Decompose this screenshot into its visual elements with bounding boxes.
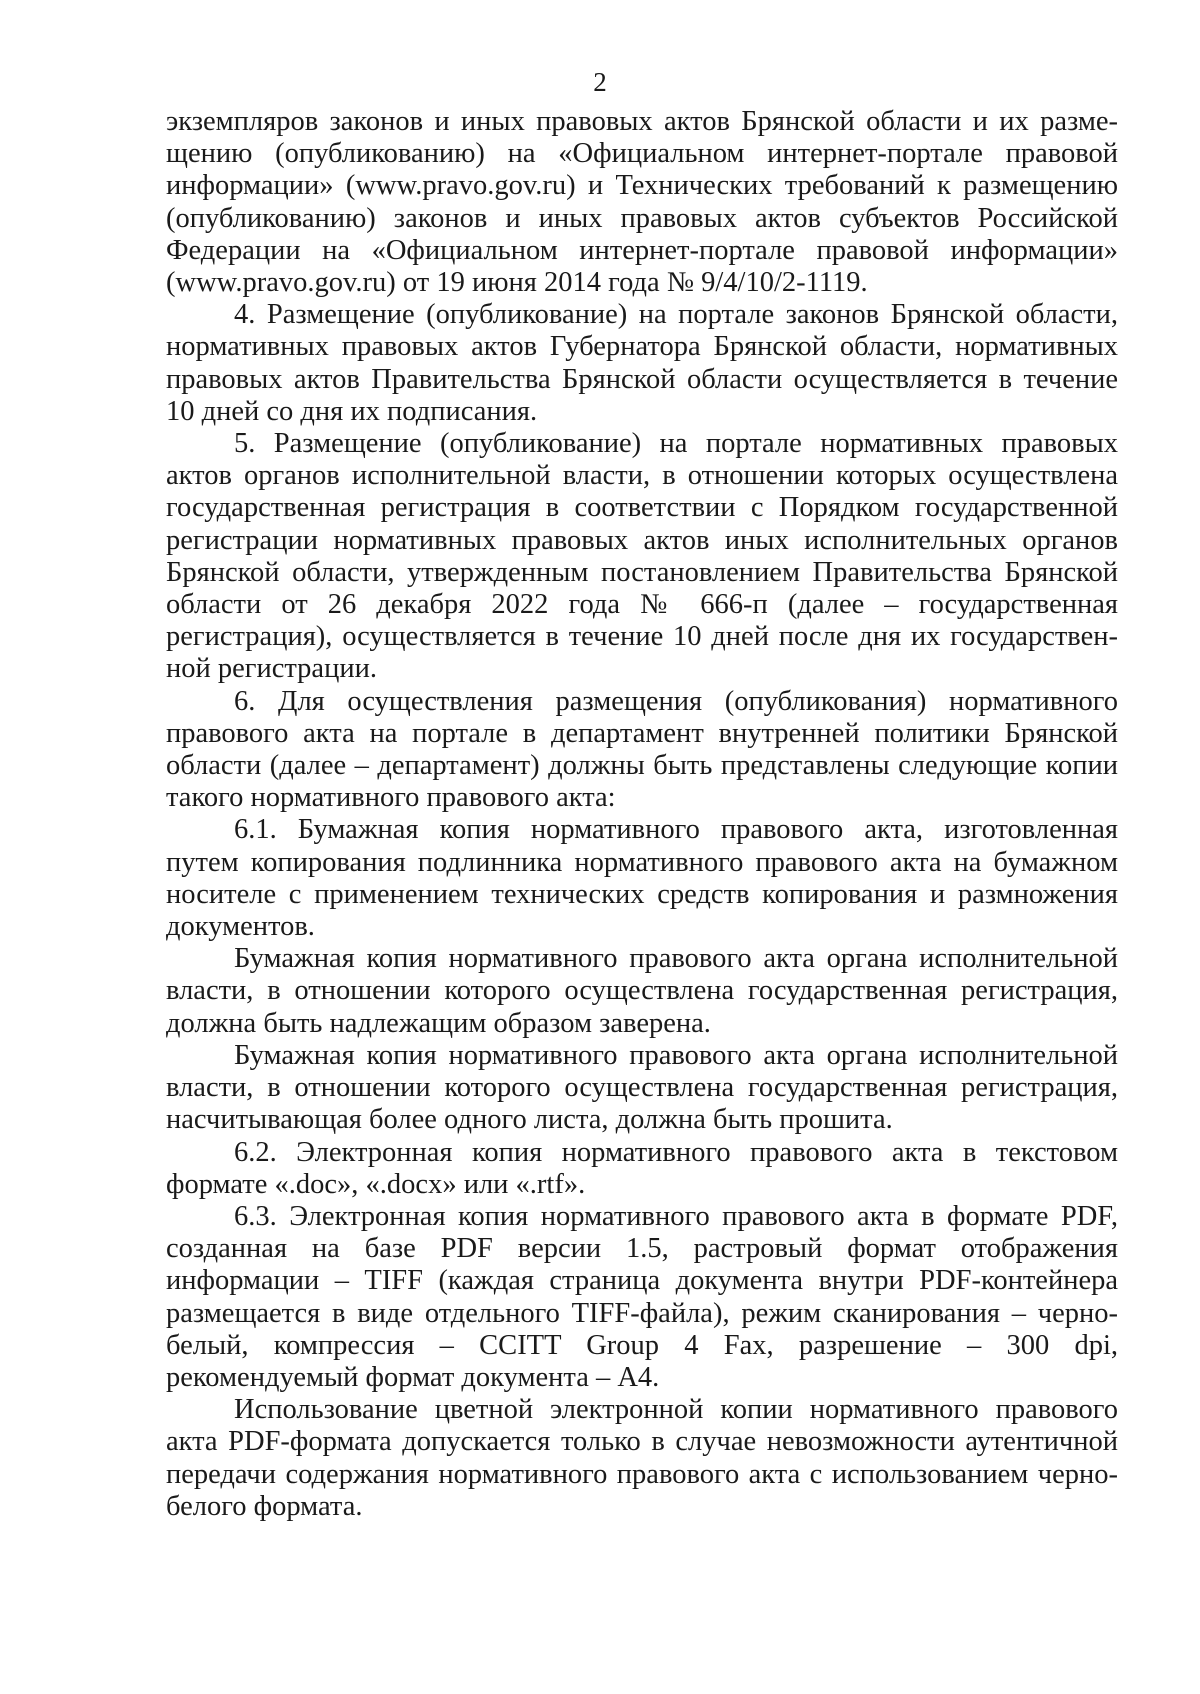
text-line: 5. Размещение (опубликование) на портале нормативных правовых — [234, 428, 1118, 460]
text-line: области от 26 декабря 2022 года № 666-п (далее – государственная — [166, 589, 1118, 621]
text-line: государственная регистрация в соответствии с Порядком государственной — [166, 492, 1118, 524]
text-line: белый, компрессия – CCITT Group 4 Fax, разрешение – 300 dpi, — [166, 1329, 1118, 1361]
text-line: правового акта на портале в департамент внутренней политики Брянской — [166, 717, 1118, 749]
paragraph — [166, 814, 1118, 943]
text-line: Бумажная копия нормативного правового акта органа исполнительной — [234, 1039, 1118, 1071]
text-line: Использование цветной электронной копии нормативного правового — [234, 1394, 1118, 1426]
text-line: путем копирования подлинника нормативного правового акта на бумажном — [166, 846, 1118, 878]
text-line: щению (опубликованию) на «Официальном интернет-портале правовой — [166, 138, 1118, 170]
paragraph — [166, 943, 1118, 1040]
text-line: документов. — [166, 911, 315, 943]
paragraph — [166, 299, 1118, 428]
text-line: власти, в отношении которого осуществлена государственная регистрация, — [166, 1072, 1118, 1104]
text-line: должна быть надлежащим образом заверена. — [166, 1007, 711, 1039]
text-line: белого формата. — [166, 1490, 363, 1522]
paragraph — [166, 1201, 1118, 1394]
paragraph — [166, 1394, 1118, 1523]
text-line: 4. Размещение (опубликование) на портале законов Брянской области, — [234, 299, 1118, 331]
text-line: рекомендуемый формат документа – А4. — [166, 1361, 660, 1393]
paragraph — [166, 1137, 1118, 1201]
text-line: информации – TIFF (каждая страница документа внутри PDF-контейнера — [166, 1265, 1118, 1297]
text-line: размещается в виде отдельного TIFF-файла), режим сканирования – черно- — [166, 1297, 1118, 1329]
text-line: 6.2. Электронная копия нормативного правового акта в текстовом — [234, 1136, 1118, 1168]
text-line: (www.pravo.gov.ru) от 19 июня 2014 года № 9/4/10/2-1119. — [166, 267, 868, 299]
text-line: насчитывающая более одного листа, должна быть прошита. — [166, 1104, 893, 1136]
text-line: носителе с применением технических средств копирования и размножения — [166, 878, 1118, 910]
paragraph — [166, 428, 1118, 686]
text-line: экземпляров законов и иных правовых актов Брянской области и их разме- — [166, 106, 1118, 137]
document-body — [166, 106, 1118, 1523]
text-line: Брянской области, утвержденным постановлением Правительства Брянской — [166, 556, 1118, 588]
text-line: актов органов исполнительной власти, в отношении которых осуществлена — [166, 460, 1118, 492]
text-line: информации» (www.pravo.gov.ru) и Технических требований к размещению — [166, 170, 1118, 202]
text-line: ной регистрации. — [166, 653, 377, 685]
text-line: нормативных правовых актов Губернатора Брянской области, нормативных — [166, 331, 1118, 363]
text-line: регистрации нормативных правовых актов иных исполнительных органов — [166, 524, 1118, 556]
text-line: 6.3. Электронная копия нормативного правового акта в формате PDF, — [234, 1200, 1118, 1232]
text-line: созданная на базе PDF версии 1.5, растровый формат отображения — [166, 1233, 1118, 1265]
text-line: Федерации на «Официальном интернет-портале правовой информации» — [166, 234, 1118, 266]
paragraph — [166, 106, 1118, 299]
paragraph — [166, 686, 1118, 815]
text-line: передачи содержания нормативного правового акта с использованием черно- — [166, 1458, 1118, 1490]
text-line: (опубликованию) законов и иных правовых актов субъектов Российской — [166, 202, 1118, 234]
text-line: области (далее – департамент) должны быть представлены следующие копии — [166, 750, 1118, 782]
text-line: регистрация), осуществляется в течение 10 дней после дня их государствен- — [166, 621, 1118, 653]
text-line: 10 дней со дня их подписания. — [166, 395, 538, 427]
text-line: 6.1. Бумажная копия нормативного правового акта, изготовленная — [234, 814, 1118, 846]
text-line: 6. Для осуществления размещения (опубликования) нормативного — [234, 685, 1118, 717]
text-line: акта PDF-формата допускается только в случае невозможности аутентичной — [166, 1426, 1118, 1458]
text-line: Бумажная копия нормативного правового акта органа исполнительной — [234, 943, 1118, 975]
text-line: формате «.doc», «.docx» или «.rtf». — [166, 1168, 586, 1200]
text-line: правовых актов Правительства Брянской области осуществляется в течение — [166, 363, 1118, 395]
paragraph — [166, 1040, 1118, 1137]
text-line: такого нормативного правового акта: — [166, 782, 616, 814]
page-number: 2 — [593, 67, 607, 97]
text-line: власти, в отношении которого осуществлена государственная регистрация, — [166, 975, 1118, 1007]
